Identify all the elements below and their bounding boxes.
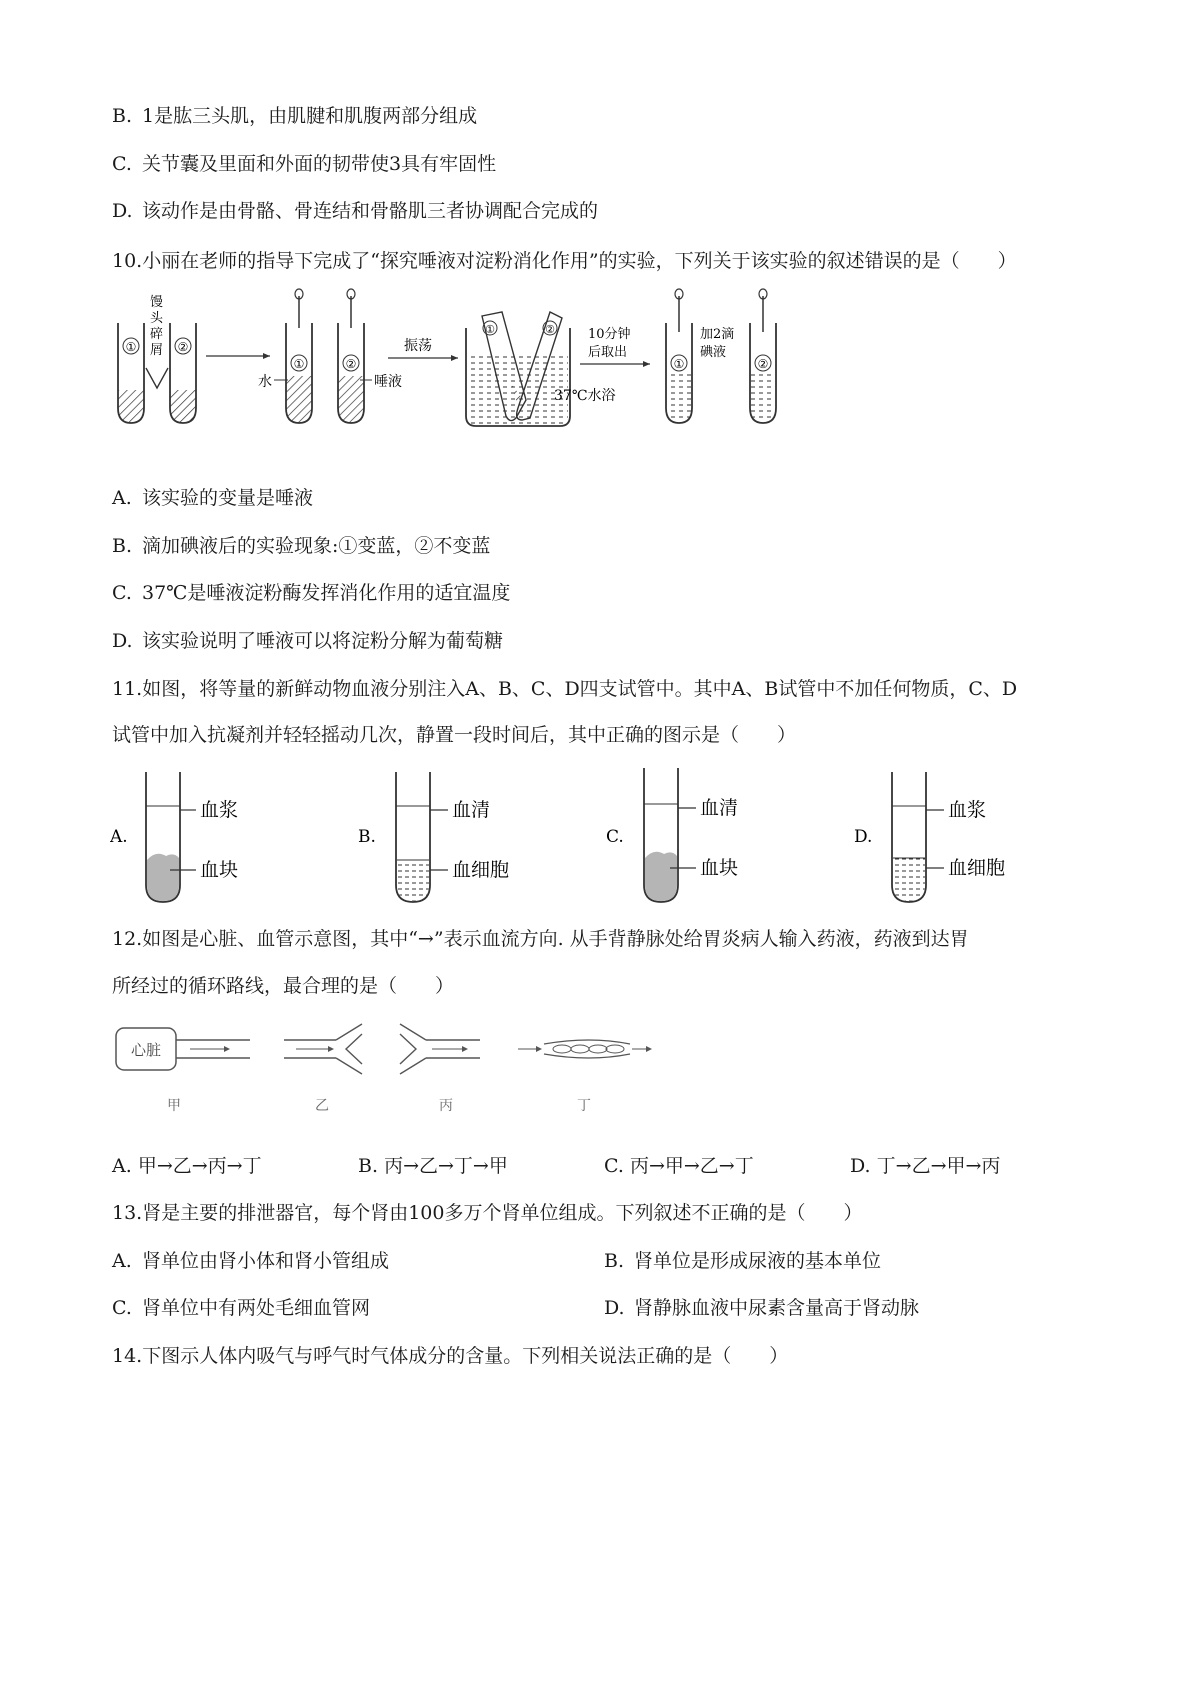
arrow-3-head	[643, 361, 650, 367]
q10-stem: 10.小丽在老师的指导下完成了“探究唾液对淀粉消化作用”的实验，下列关于该实验的叙述错误的是（ ）	[112, 250, 1017, 272]
q11-blood-tubes-figure	[110, 760, 1040, 910]
q13-option-b: B. 肾单位是形成尿液的基本单位	[604, 1250, 882, 1272]
q9-option-c: C. 关节囊及里面和外面的韧带使3具有牢固性	[112, 153, 497, 175]
arrow-1-head	[263, 353, 270, 359]
q13-option-d: D. 肾静脉血液中尿素含量高于肾动脉	[604, 1297, 920, 1319]
tube-a-top: 血浆	[200, 799, 239, 821]
q10-option-d: D. 该实验说明了唾液可以将淀粉分解为葡萄糖	[112, 630, 504, 652]
q11-stem-line2: 试管中加入抗凝剂并轻轻摇动几次，静置一段时间后，其中正确的图示是（ ）	[112, 724, 797, 746]
tube-a	[110, 772, 238, 902]
tube-b-top: 血清	[452, 799, 491, 821]
q12-option-d: D. 丁→乙→甲→丙	[850, 1155, 1001, 1177]
q12-stem-line1: 12.如图是心脏、血管示意图，其中“→”表示血流方向. 从手背静脉处给胃炎病人输入药液，药液到达胃	[112, 928, 969, 950]
artery-branch	[284, 1024, 362, 1114]
tube-b	[358, 772, 509, 902]
tube-b-label: B.	[358, 827, 376, 847]
tube-a-bottom: 血块	[200, 859, 239, 881]
stage2-tube2-label: ②	[345, 357, 357, 371]
caption-ding: 丁	[577, 1098, 591, 1114]
heart-diagram	[116, 1028, 250, 1114]
q14-stem: 14.下图示人体内吸气与呼气时气体成分的含量。下列相关说法正确的是（ ）	[112, 1345, 789, 1367]
q9-option-d: D. 该动作是由骨骼、骨连结和骨骼肌三者协调配合完成的	[112, 200, 599, 222]
tube-c-top: 血清	[700, 797, 739, 819]
q13-option-a: A. 肾单位由肾小体和肾小管组成	[112, 1250, 390, 1272]
q12-stem-line2: 所经过的循环路线，最合理的是（ ）	[112, 975, 455, 997]
stage4-tube2-label: ②	[757, 357, 769, 371]
caption-jia: 甲	[167, 1098, 181, 1114]
tube-b-bottom: 血细胞	[452, 859, 510, 881]
q9-option-b: B. 1是肱三头肌，由肌腱和肌腹两部分组成	[112, 105, 478, 127]
tube-c-label: C.	[606, 827, 624, 847]
water-label: 水	[258, 374, 272, 390]
bath-label: 37℃水浴	[554, 388, 616, 404]
vein-merge	[400, 1024, 480, 1114]
heart-label: 心脏	[130, 1041, 162, 1059]
arrow-2-head	[451, 355, 458, 361]
tube-d-top: 血浆	[948, 799, 987, 821]
stage4-tube1-label: ①	[673, 357, 685, 371]
q11-stem-line1: 11.如图，将等量的新鲜动物血液分别注入A、B、C、D四支试管中。其中A、B试管中不加任何物质，C、D	[112, 678, 1018, 700]
tube-d	[854, 772, 1005, 902]
bath-tube2-label: ②	[545, 323, 555, 336]
q10-option-c: C. 37℃是唾液淀粉酶发挥消化作用的适宜温度	[112, 582, 511, 604]
water-bath	[466, 312, 570, 426]
q12-option-c: C. 丙→甲→乙→丁	[604, 1155, 754, 1177]
q12-option-b: B. 丙→乙→丁→甲	[358, 1155, 508, 1177]
saliva-label: 唾液	[374, 374, 402, 390]
tube-d-bottom: 血细胞	[948, 857, 1006, 879]
bath-tube1-label: ①	[485, 323, 495, 336]
shake-label: 振荡	[404, 338, 432, 354]
tube-d-label: D.	[854, 827, 873, 847]
q13-option-c: C. 肾单位中有两处毛细血管网	[112, 1297, 371, 1319]
q10-experiment-figure	[110, 288, 1010, 458]
stage2-tube1-label: ①	[293, 357, 305, 371]
caption-bing: 丙	[439, 1098, 453, 1114]
capillary	[518, 1040, 652, 1114]
bread-label: 馒头碎屑	[150, 295, 164, 358]
stage1-tube2-label: ②	[177, 340, 189, 354]
stage2-tubes	[286, 289, 364, 423]
q12-option-a: A. 甲→乙→丙→丁	[112, 1155, 262, 1177]
caption-yi: 乙	[315, 1098, 329, 1114]
tube-c	[606, 768, 738, 902]
q10-option-a: A. 该实验的变量是唾液	[112, 487, 314, 509]
q13-stem: 13.肾是主要的排泄器官，每个肾由100多万个肾单位组成。下列叙述不正确的是（ ）	[112, 1202, 863, 1224]
iodine-label: 加2滴碘液	[700, 327, 735, 360]
take-out-label: 10分钟后取出	[588, 327, 631, 360]
tube-a-label: A.	[110, 827, 128, 847]
stage1-tube1-label: ①	[125, 340, 137, 354]
q10-option-b: B. 滴加碘液后的实验现象:①变蓝，②不变蓝	[112, 535, 491, 557]
q12-vessel-figure	[110, 1018, 710, 1118]
tube-c-bottom: 血块	[700, 857, 739, 879]
